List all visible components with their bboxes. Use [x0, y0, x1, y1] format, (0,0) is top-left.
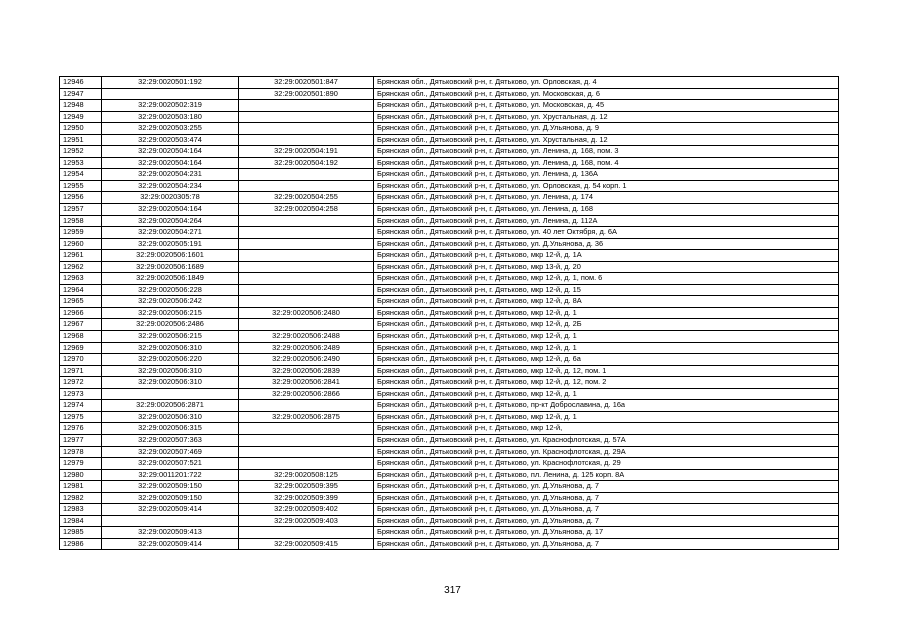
table-row [60, 273, 839, 285]
cadastral-number-cell: 32:29:0020506:215 [102, 307, 239, 319]
cadastral-number-cell: 32:29:0020509:413 [102, 527, 239, 539]
table-row [60, 481, 839, 493]
row-number-cell: 12985 [60, 527, 102, 539]
address-cell: Брянская обл., Дятьковский р-н, г. Дятьково, мкр 12-й, д. 1 [374, 331, 839, 343]
row-number-cell: 12973 [60, 388, 102, 400]
table-row [60, 134, 839, 146]
cadastral-number-cell: 32:29:0020506:220 [102, 354, 239, 366]
address-cell: Брянская обл., Дятьковский р-н, г. Дятьково, мкр 12-й, д. 1 [374, 307, 839, 319]
row-number-cell: 12967 [60, 319, 102, 331]
address-cell: Брянская обл., Дятьковский р-н, г. Дятьково, ул. Московская, д. 6 [374, 88, 839, 100]
related-cadastral-number-cell [239, 400, 374, 412]
cadastral-number-cell: 32:29:0020504:164 [102, 204, 239, 216]
cadastral-number-cell [102, 388, 239, 400]
related-cadastral-number-cell [239, 527, 374, 539]
table-row [60, 238, 839, 250]
cadastral-number-cell: 32:29:0020504:264 [102, 215, 239, 227]
table-row [60, 446, 839, 458]
address-cell: Брянская обл., Дятьковский р-н, г. Дятьково, ул. Хрустальная, д. 12 [374, 111, 839, 123]
table-row [60, 319, 839, 331]
table-row [60, 88, 839, 100]
related-cadastral-number-cell [239, 296, 374, 308]
row-number-cell: 12980 [60, 469, 102, 481]
cadastral-number-cell: 32:29:0020506:242 [102, 296, 239, 308]
cadastral-number-cell: 32:29:0020506:215 [102, 331, 239, 343]
row-number-cell: 12975 [60, 411, 102, 423]
row-number-cell: 12972 [60, 377, 102, 389]
cadastral-number-cell: 32:29:0020509:414 [102, 504, 239, 516]
address-cell: Брянская обл., Дятьковский р-н, г. Дятьково, ул. Ленина, д. 136А [374, 169, 839, 181]
cadastral-number-cell: 32:29:0020504:234 [102, 180, 239, 192]
related-cadastral-number-cell: 32:29:0020506:2480 [239, 307, 374, 319]
cadastral-number-cell: 32:29:0020506:315 [102, 423, 239, 435]
row-number-cell: 12957 [60, 204, 102, 216]
cadastral-number-cell: 32:29:0020506:310 [102, 411, 239, 423]
cadastral-number-cell: 32:29:0020506:310 [102, 342, 239, 354]
table-row [60, 331, 839, 343]
cadastral-number-cell: 32:29:0020504:164 [102, 146, 239, 158]
related-cadastral-number-cell [239, 250, 374, 262]
table-row [60, 458, 839, 470]
related-cadastral-number-cell: 32:29:0020504:192 [239, 157, 374, 169]
table-row [60, 492, 839, 504]
cadastral-number-cell: 32:29:0020503:255 [102, 123, 239, 135]
table-row [60, 100, 839, 112]
row-number-cell: 12956 [60, 192, 102, 204]
related-cadastral-number-cell: 32:29:0020509:415 [239, 538, 374, 550]
table-row [60, 411, 839, 423]
address-cell: Брянская обл., Дятьковский р-н, г. Дятьково, ул. Д.Ульянова, д. 9 [374, 123, 839, 135]
row-number-cell: 12962 [60, 261, 102, 273]
related-cadastral-number-cell: 32:29:0020506:2839 [239, 365, 374, 377]
cadastral-number-cell: 32:29:0020506:1849 [102, 273, 239, 285]
address-cell: Брянская обл., Дятьковский р-н, г. Дятьково, ул. Д.Ульянова, д. 7 [374, 504, 839, 516]
cadastral-number-cell: 32:29:0020503:180 [102, 111, 239, 123]
cadastral-number-cell: 32:29:0020509:150 [102, 492, 239, 504]
related-cadastral-number-cell: 32:29:0020509:395 [239, 481, 374, 493]
table-row [60, 169, 839, 181]
table-row [60, 192, 839, 204]
row-number-cell: 12960 [60, 238, 102, 250]
cadastral-number-cell: 32:29:0020506:228 [102, 284, 239, 296]
related-cadastral-number-cell: 32:29:0020504:255 [239, 192, 374, 204]
row-number-cell: 12953 [60, 157, 102, 169]
related-cadastral-number-cell: 32:29:0020509:399 [239, 492, 374, 504]
related-cadastral-number-cell [239, 273, 374, 285]
row-number-cell: 12977 [60, 434, 102, 446]
related-cadastral-number-cell [239, 100, 374, 112]
row-number-cell: 12981 [60, 481, 102, 493]
row-number-cell: 12959 [60, 227, 102, 239]
cadastral-number-cell: 32:29:0020506:1689 [102, 261, 239, 273]
cadastral-number-cell: 32:29:0011201:722 [102, 469, 239, 481]
address-cell: Брянская обл., Дятьковский р-н, г. Дятьково, ул. Орловская, д. 4 [374, 77, 839, 89]
cadastral-number-cell: 32:29:0020504:164 [102, 157, 239, 169]
address-cell: Брянская обл., Дятьковский р-н, г. Дятьково, ул. Д.Ульянова, д. 17 [374, 527, 839, 539]
cadastral-number-cell: 32:29:0020504:271 [102, 227, 239, 239]
row-number-cell: 12979 [60, 458, 102, 470]
table-row [60, 365, 839, 377]
row-number-cell: 12961 [60, 250, 102, 262]
address-cell: Брянская обл., Дятьковский р-н, г. Дятьково, ул. Ленина, д. 174 [374, 192, 839, 204]
cadastral-number-cell [102, 88, 239, 100]
table-row [60, 157, 839, 169]
table-row [60, 538, 839, 550]
table-row [60, 354, 839, 366]
cadastral-number-cell: 32:29:0020506:2871 [102, 400, 239, 412]
cadastral-number-cell: 32:29:0020507:469 [102, 446, 239, 458]
table-row [60, 111, 839, 123]
cadastral-number-cell: 32:29:0020506:2486 [102, 319, 239, 331]
table-row [60, 504, 839, 516]
related-cadastral-number-cell [239, 319, 374, 331]
related-cadastral-number-cell [239, 261, 374, 273]
address-cell: Брянская обл., Дятьковский р-н, г. Дятьково, ул. Ленина, д. 168 [374, 204, 839, 216]
related-cadastral-number-cell [239, 284, 374, 296]
related-cadastral-number-cell: 32:29:0020506:2841 [239, 377, 374, 389]
table-row [60, 123, 839, 135]
row-number-cell: 12948 [60, 100, 102, 112]
address-cell: Брянская обл., Дятьковский р-н, г. Дятьково, ул. Ленина, д. 112А [374, 215, 839, 227]
row-number-cell: 12950 [60, 123, 102, 135]
address-cell: Брянская обл., Дятьковский р-н, г. Дятьково, ул. Краснофлотская, д. 57А [374, 434, 839, 446]
related-cadastral-number-cell: 32:29:0020506:2866 [239, 388, 374, 400]
address-cell: Брянская обл., Дятьковский р-н, г. Дятьково, ул. Краснофлотская, д. 29 [374, 458, 839, 470]
table-row [60, 388, 839, 400]
cadastral-number-cell: 32:29:0020305:78 [102, 192, 239, 204]
table-row [60, 215, 839, 227]
related-cadastral-number-cell: 32:29:0020506:2489 [239, 342, 374, 354]
row-number-cell: 12974 [60, 400, 102, 412]
address-cell: Брянская обл., Дятьковский р-н, г. Дятьково, мкр 12-й, д. 12, пом. 2 [374, 377, 839, 389]
row-number-cell: 12983 [60, 504, 102, 516]
row-number-cell: 12976 [60, 423, 102, 435]
cadastral-number-cell: 32:29:0020505:191 [102, 238, 239, 250]
cadastral-number-cell: 32:29:0020506:310 [102, 377, 239, 389]
table-row [60, 527, 839, 539]
cadastral-number-cell: 32:29:0020509:414 [102, 538, 239, 550]
address-cell: Брянская обл., Дятьковский р-н, г. Дятьково, мкр 12-й, д. 6а [374, 354, 839, 366]
related-cadastral-number-cell: 32:29:0020501:847 [239, 77, 374, 89]
row-number-cell: 12984 [60, 515, 102, 527]
related-cadastral-number-cell [239, 123, 374, 135]
address-cell: Брянская обл., Дятьковский р-н, г. Дятьково, мкр 12-й, д. 1 [374, 411, 839, 423]
cadastral-number-cell: 32:29:0020501:192 [102, 77, 239, 89]
address-cell: Брянская обл., Дятьковский р-н, г. Дятьково, ул. Московская, д. 45 [374, 100, 839, 112]
row-number-cell: 12947 [60, 88, 102, 100]
related-cadastral-number-cell [239, 111, 374, 123]
row-number-cell: 12955 [60, 180, 102, 192]
address-cell: Брянская обл., Дятьковский р-н, г. Дятьково, ул. Д.Ульянова, д. 7 [374, 515, 839, 527]
address-cell: Брянская обл., Дятьковский р-н, г. Дятьково, ул. Орловская, д. 54 корп. 1 [374, 180, 839, 192]
related-cadastral-number-cell [239, 423, 374, 435]
table-row [60, 296, 839, 308]
row-number-cell: 12969 [60, 342, 102, 354]
address-cell: Брянская обл., Дятьковский р-н, г. Дятьково, ул. Ленина, д. 168, пом. 4 [374, 157, 839, 169]
row-number-cell: 12954 [60, 169, 102, 181]
related-cadastral-number-cell [239, 215, 374, 227]
table-row [60, 400, 839, 412]
cadastral-number-cell: 32:29:0020507:521 [102, 458, 239, 470]
table-row [60, 204, 839, 216]
cadastral-number-cell: 32:29:0020506:1601 [102, 250, 239, 262]
related-cadastral-number-cell: 32:29:0020506:2875 [239, 411, 374, 423]
table-row [60, 146, 839, 158]
table-row [60, 434, 839, 446]
related-cadastral-number-cell: 32:29:0020504:258 [239, 204, 374, 216]
table-row [60, 377, 839, 389]
row-number-cell: 12978 [60, 446, 102, 458]
table-row [60, 423, 839, 435]
row-number-cell: 12946 [60, 77, 102, 89]
cadastral-number-cell: 32:29:0020503:474 [102, 134, 239, 146]
related-cadastral-number-cell [239, 238, 374, 250]
row-number-cell: 12958 [60, 215, 102, 227]
related-cadastral-number-cell [239, 458, 374, 470]
related-cadastral-number-cell [239, 227, 374, 239]
related-cadastral-number-cell: 32:29:0020508:125 [239, 469, 374, 481]
cadastral-number-cell [102, 515, 239, 527]
address-cell: Брянская обл., Дятьковский р-н, г. Дятьково, мкр 12-й, д. 8А [374, 296, 839, 308]
address-cell: Брянская обл., Дятьковский р-н, г. Дятьково, мкр 12-й, д. 1А [374, 250, 839, 262]
table-row [60, 77, 839, 89]
row-number-cell: 12966 [60, 307, 102, 319]
related-cadastral-number-cell [239, 134, 374, 146]
address-cell: Брянская обл., Дятьковский р-н, г. Дятьково, мкр 12-й, д. 1 [374, 388, 839, 400]
address-cell: Брянская обл., Дятьковский р-н, г. Дятьково, пл. Ленина, д. 125 корп. 8А [374, 469, 839, 481]
related-cadastral-number-cell [239, 180, 374, 192]
row-number-cell: 12952 [60, 146, 102, 158]
table-row [60, 250, 839, 262]
page-number: 317 [444, 585, 461, 596]
address-cell: Брянская обл., Дятьковский р-н, г. Дятьково, ул. Д.Ульянова, д. 36 [374, 238, 839, 250]
row-number-cell: 12949 [60, 111, 102, 123]
related-cadastral-number-cell: 32:29:0020509:402 [239, 504, 374, 516]
row-number-cell: 12964 [60, 284, 102, 296]
related-cadastral-number-cell: 32:29:0020506:2490 [239, 354, 374, 366]
table-row [60, 307, 839, 319]
address-cell: Брянская обл., Дятьковский р-н, г. Дятьково, ул. Д.Ульянова, д. 7 [374, 481, 839, 493]
row-number-cell: 12982 [60, 492, 102, 504]
related-cadastral-number-cell [239, 169, 374, 181]
cadastral-number-cell: 32:29:0020504:231 [102, 169, 239, 181]
address-cell: Брянская обл., Дятьковский р-н, г. Дятьково, ул. Краснофлотская, д. 29А [374, 446, 839, 458]
row-number-cell: 12968 [60, 331, 102, 343]
table-row [60, 342, 839, 354]
row-number-cell: 12971 [60, 365, 102, 377]
table-row [60, 227, 839, 239]
table-row [60, 261, 839, 273]
table-body [60, 77, 839, 550]
related-cadastral-number-cell: 32:29:0020509:403 [239, 515, 374, 527]
address-cell: Брянская обл., Дятьковский р-н, г. Дятьково, мкр 12-й, д. 2Б [374, 319, 839, 331]
address-cell: Брянская обл., Дятьковский р-н, г. Дятьково, ул. Д.Ульянова, д. 7 [374, 492, 839, 504]
row-number-cell: 12951 [60, 134, 102, 146]
cadastral-number-cell: 32:29:0020507:363 [102, 434, 239, 446]
related-cadastral-number-cell [239, 446, 374, 458]
cadastral-number-cell: 32:29:0020509:150 [102, 481, 239, 493]
address-cell: Брянская обл., Дятьковский р-н, г. Дятьково, ул. Хрустальная, д. 12 [374, 134, 839, 146]
related-cadastral-number-cell [239, 434, 374, 446]
table-row [60, 515, 839, 527]
row-number-cell: 12986 [60, 538, 102, 550]
row-number-cell: 12970 [60, 354, 102, 366]
address-cell: Брянская обл., Дятьковский р-н, г. Дятьково, мкр 12-й, д. 12, пом. 1 [374, 365, 839, 377]
cadastral-number-cell: 32:29:0020502:319 [102, 100, 239, 112]
address-cell: Брянская обл., Дятьковский р-н, г. Дятьково, ул. 40 лет Октября, д. 6А [374, 227, 839, 239]
cadastral-table [59, 76, 839, 550]
table-row [60, 469, 839, 481]
address-cell: Брянская обл., Дятьковский р-н, г. Дятьково, ул. Ленина, д. 168, пом. 3 [374, 146, 839, 158]
address-cell: Брянская обл., Дятьковский р-н, г. Дятьково, пр-кт Доброславина, д. 16а [374, 400, 839, 412]
related-cadastral-number-cell: 32:29:0020504:191 [239, 146, 374, 158]
related-cadastral-number-cell: 32:29:0020501:890 [239, 88, 374, 100]
table-row [60, 284, 839, 296]
address-cell: Брянская обл., Дятьковский р-н, г. Дятьково, мкр 12-й, д. 15 [374, 284, 839, 296]
table-row [60, 180, 839, 192]
related-cadastral-number-cell: 32:29:0020506:2488 [239, 331, 374, 343]
address-cell: Брянская обл., Дятьковский р-н, г. Дятьково, мкр 12-й, [374, 423, 839, 435]
address-cell: Брянская обл., Дятьковский р-н, г. Дятьково, мкр 13-й, д. 20 [374, 261, 839, 273]
cadastral-number-cell: 32:29:0020506:310 [102, 365, 239, 377]
row-number-cell: 12965 [60, 296, 102, 308]
address-cell: Брянская обл., Дятьковский р-н, г. Дятьково, мкр 12-й, д. 1 [374, 342, 839, 354]
address-cell: Брянская обл., Дятьковский р-н, г. Дятьково, ул. Д.Ульянова, д. 7 [374, 538, 839, 550]
address-cell: Брянская обл., Дятьковский р-н, г. Дятьково, мкр 12-й, д. 1, пом. 6 [374, 273, 839, 285]
row-number-cell: 12963 [60, 273, 102, 285]
